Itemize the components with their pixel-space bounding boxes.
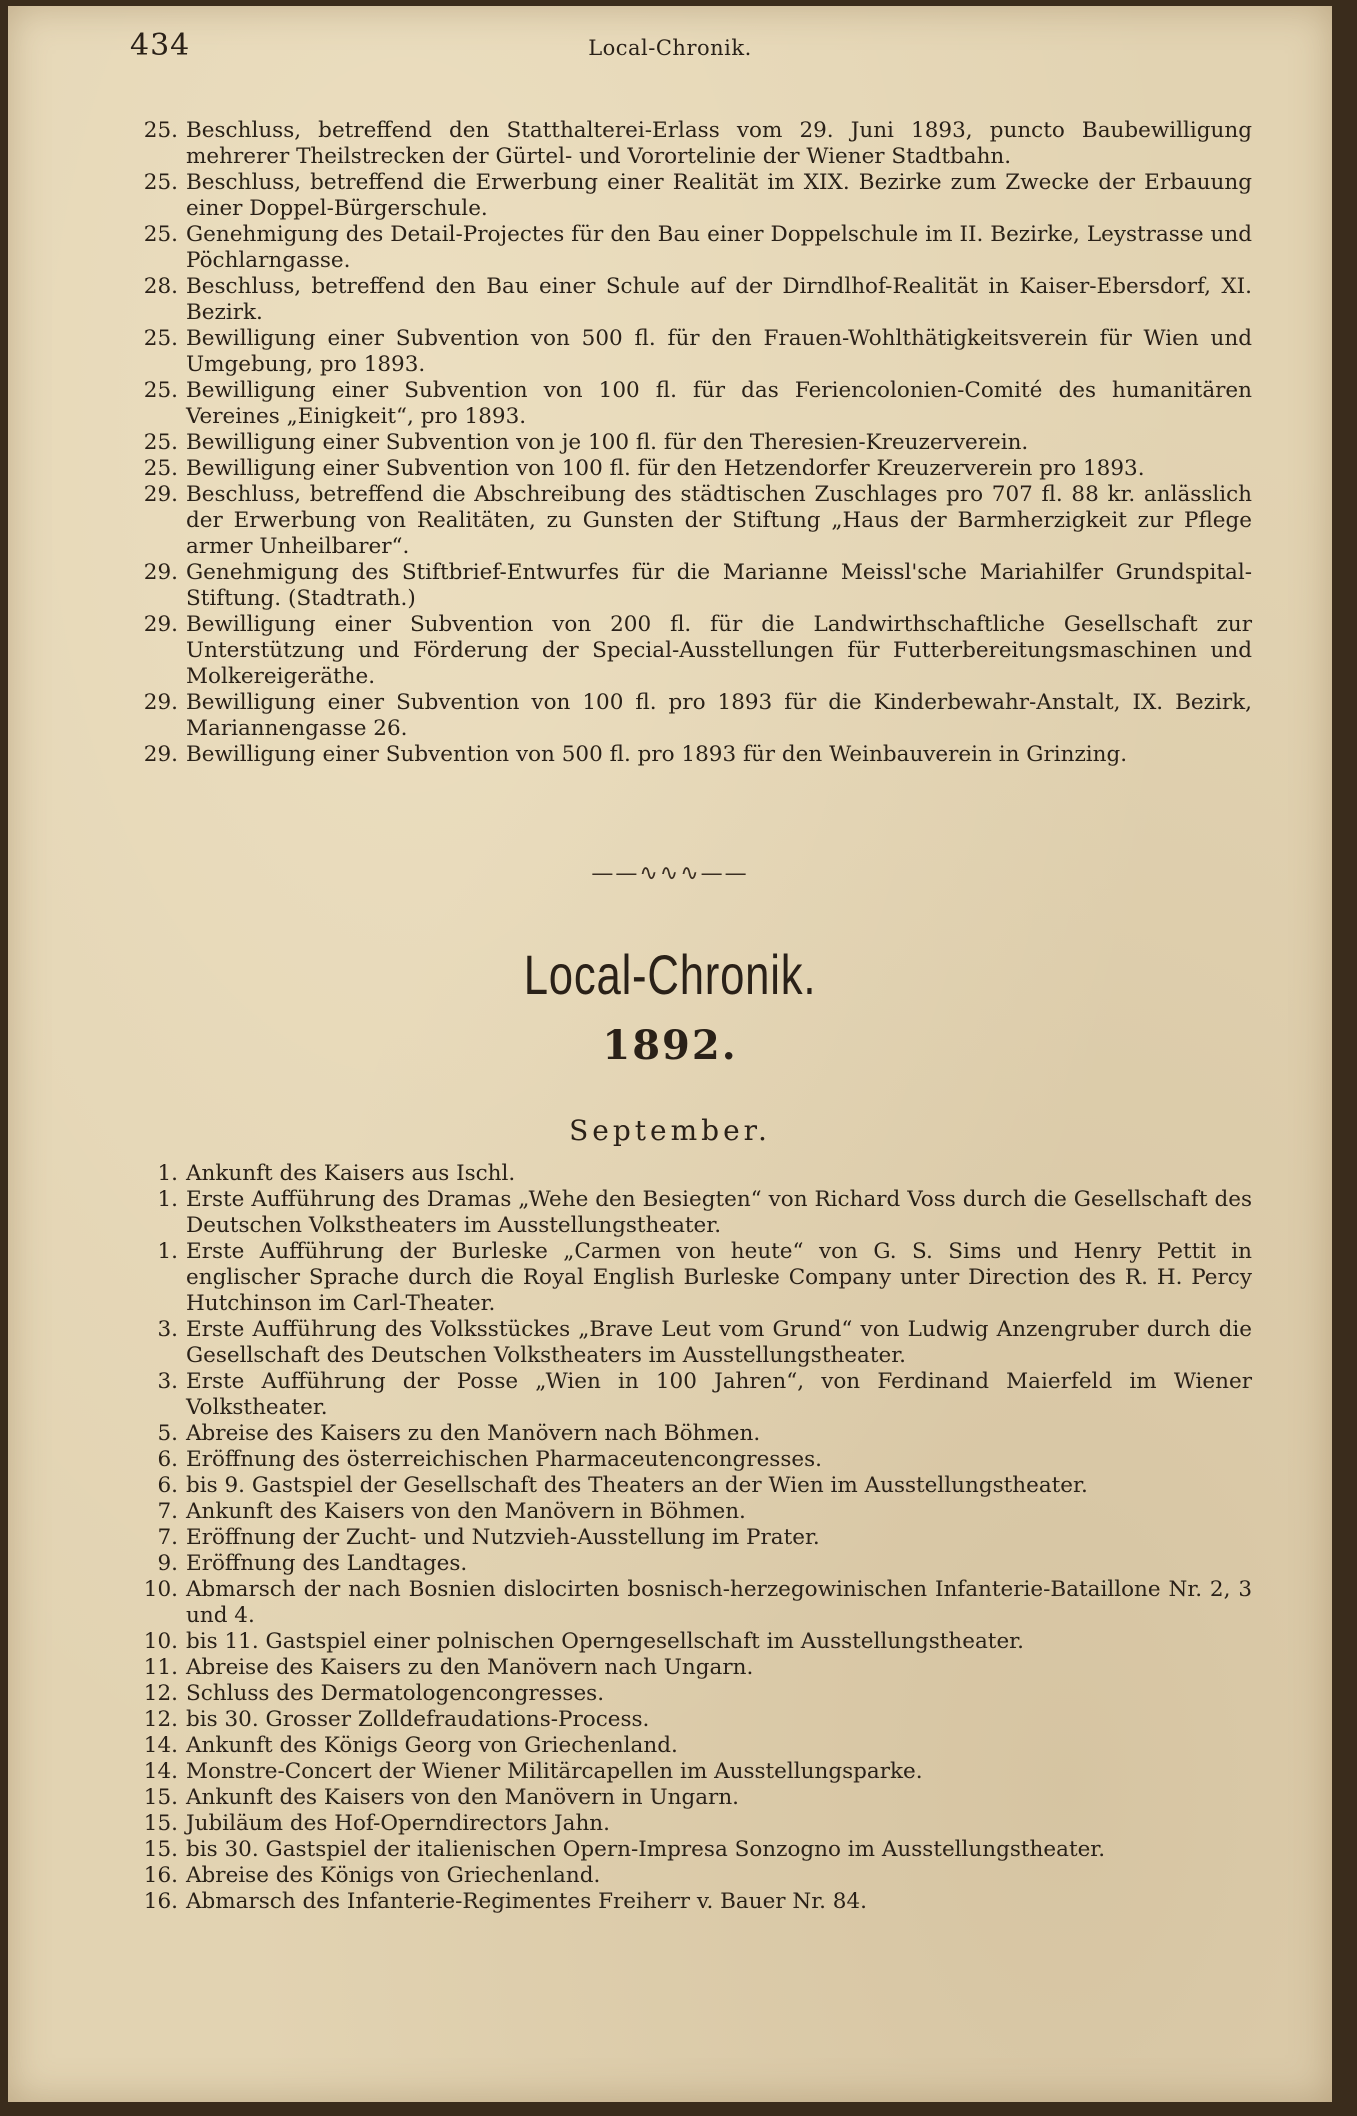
entry-day: 15. [143, 1837, 178, 1862]
entry-day: 25. [143, 326, 178, 351]
list-item [134, 742, 1252, 768]
list-item [134, 326, 1252, 378]
entry-day: 28. [143, 274, 178, 299]
ornamental-divider: ——∿∿∿—— [591, 861, 749, 886]
list-item [134, 274, 1252, 326]
entry-day: 10. [143, 1629, 178, 1654]
council-resolutions-list [134, 118, 1252, 768]
entry-day: 11. [143, 1655, 178, 1680]
entry-text: Erste Aufführung der Burleske „Carmen von heute“ von G. S. Sims und Henry Pettit in englischer Sprache durch die Royal English Burleske Company unter Direction des R. H. Percy Hutchinson im Carl-Theater. [186, 1239, 1252, 1316]
entry-day: 1. [157, 1239, 178, 1264]
list-item [134, 1889, 1252, 1915]
entry-text: Bewilligung einer Subvention von 100 fl. pro 1893 für die Kinderbewahr-Anstalt, IX. Bezirk, Mariannengasse 26. [186, 690, 1252, 741]
list-item [134, 1837, 1252, 1863]
entry-text: Jubiläum des Hof-Operndirectors Jahn. [186, 1811, 610, 1836]
list-item [134, 1759, 1252, 1785]
entry-text: Ankunft des Kaisers von den Manövern in Ungarn. [186, 1785, 739, 1810]
entry-day: 12. [143, 1681, 178, 1706]
entry-day: 10. [143, 1577, 178, 1602]
list-item [134, 1681, 1252, 1707]
list-item [134, 1239, 1252, 1317]
entry-day: 5. [157, 1421, 178, 1446]
entry-day: 12. [143, 1707, 178, 1732]
list-item [134, 430, 1252, 456]
entry-day: 29. [143, 482, 178, 507]
list-item [134, 1707, 1252, 1733]
list-item [134, 222, 1252, 274]
list-item [134, 1811, 1252, 1837]
book-page [8, 6, 1332, 2102]
entry-text: Eröffnung des österreichischen Pharmaceutencongresses. [186, 1447, 822, 1472]
entry-text: bis 30. Grosser Zolldefraudations-Process. [186, 1707, 650, 1732]
entry-text: Eröffnung des Landtages. [186, 1551, 468, 1576]
entry-day: 25. [143, 118, 178, 143]
entry-day: 16. [143, 1863, 178, 1888]
entry-text: Abmarsch des Infanterie-Regimentes Freiherr v. Bauer Nr. 84. [186, 1889, 867, 1914]
page-number: 434 [130, 28, 191, 63]
entry-day: 1. [157, 1187, 178, 1212]
entry-text: bis 30. Gastspiel der italienischen Opern-Impresa Sonzogno im Ausstellungstheater. [186, 1837, 1106, 1862]
list-item [134, 1577, 1252, 1629]
entry-day: 7. [157, 1499, 178, 1524]
entry-text: Abreise des Kaisers zu den Manövern nach Ungarn. [186, 1655, 754, 1680]
entry-text: Schluss des Dermatologencongresses. [186, 1681, 605, 1706]
entry-text: Bewilligung einer Subvention von 100 fl. für den Hetzendorfer Kreuzerverein pro 1893. [186, 456, 1145, 481]
entry-day: 25. [143, 378, 178, 403]
list-item [134, 456, 1252, 482]
entry-day: 7. [157, 1525, 178, 1550]
entry-day: 25. [143, 456, 178, 481]
entry-day: 25. [143, 222, 178, 247]
chronicle-list [134, 1161, 1252, 1915]
entry-text: Monstre-Concert der Wiener Militärcapellen im Ausstellungsparke. [186, 1759, 923, 1784]
entry-text: Abreise des Kaisers zu den Manövern nach Böhmen. [186, 1421, 761, 1446]
entry-day: 1. [157, 1161, 178, 1186]
entry-text: Beschluss, betreffend den Statthalterei-Erlass vom 29. Juni 1893, puncto Baubewilligung mehrerer Theilstrecken der Gürtel- und Vorortelinie der Wiener Stadtbahn. [186, 118, 1252, 169]
section-year: 1892. [602, 1022, 738, 1069]
entry-text: Ankunft des Kaisers aus Ischl. [186, 1161, 516, 1186]
entry-text: Bewilligung einer Subvention von 500 fl. für den Frauen-Wohlthätigkeitsverein für Wien und Umgebung, pro 1893. [186, 326, 1252, 377]
list-item [134, 1863, 1252, 1889]
entry-text: Bewilligung einer Subvention von 200 fl. für die Landwirthschaftliche Gesellschaft zur Unterstützung und Förderung der Special-Ausstellungen für Futterbereitungsmaschinen und Molkereigeräthe. [186, 612, 1252, 689]
list-item [134, 560, 1252, 612]
list-item [134, 1161, 1252, 1187]
entry-day: 3. [157, 1369, 178, 1394]
list-item [134, 1473, 1252, 1499]
list-item [134, 118, 1252, 170]
entry-text: Ankunft des Königs Georg von Griechenland. [186, 1733, 678, 1758]
entry-text: Abreise des Königs von Griechenland. [186, 1863, 601, 1888]
entry-text: Erste Aufführung des Volksstückes „Brave Leut vom Grund“ von Ludwig Anzengruber durch die Gesellschaft des Deutschen Volkstheaters im Ausstellungstheater. [186, 1317, 1252, 1368]
list-item [134, 1551, 1252, 1577]
entry-text: Ankunft des Kaisers von den Manövern in Böhmen. [186, 1499, 746, 1524]
entry-text: Erste Aufführung des Dramas „Wehe den Besiegten“ von Richard Voss durch die Gesellschaft des Deutschen Volkstheaters im Ausstellungstheater. [186, 1187, 1252, 1238]
entry-text: Beschluss, betreffend die Erwerbung einer Realität im XIX. Bezirke zum Zwecke der Erbauung einer Doppel-Bürgerschule. [186, 170, 1252, 221]
month-heading: September. [569, 1114, 771, 1147]
entry-day: 29. [143, 560, 178, 585]
list-item [134, 1499, 1252, 1525]
entry-text: Bewilligung einer Subvention von 500 fl. pro 1893 für den Weinbauverein in Grinzing. [186, 742, 1128, 767]
list-item [134, 1733, 1252, 1759]
entry-text: Bewilligung einer Subvention von je 100 fl. für den Theresien-Kreuzerverein. [186, 430, 1029, 455]
page-header [8, 28, 1332, 68]
entry-text: bis 9. Gastspiel der Gesellschaft des Theaters an der Wien im Ausstellungstheater. [186, 1473, 1088, 1498]
entry-text: Genehmigung des Stiftbrief-Entwurfes für die Marianne Meissl'sche Mariahilfer Grundspital-Stiftung. (Stadtrath.) [186, 560, 1252, 611]
entry-day: 25. [143, 170, 178, 195]
list-item [134, 378, 1252, 430]
list-item [134, 1369, 1252, 1421]
list-item [134, 1785, 1252, 1811]
list-item [134, 1317, 1252, 1369]
entry-day: 3. [157, 1317, 178, 1342]
entry-day: 15. [143, 1811, 178, 1836]
entry-day: 6. [157, 1473, 178, 1498]
entry-text: Beschluss, betreffend die Abschreibung des städtischen Zuschlages pro 707 fl. 88 kr. anlässlich der Erwerbung von Realitäten, zu Gunsten der Stiftung „Haus der Barmherzigkeit zur Pflege armer Unheilbarer“. [186, 482, 1252, 559]
entry-day: 15. [143, 1785, 178, 1810]
entry-text: Genehmigung des Detail-Projectes für den Bau einer Doppelschule im II. Bezirke, Leystrasse und Pöchlarngasse. [186, 222, 1252, 273]
entry-day: 25. [143, 430, 178, 455]
list-item [134, 1655, 1252, 1681]
entry-text: bis 11. Gastspiel einer polnischen Operngesellschaft im Ausstellungstheater. [186, 1629, 1024, 1654]
entry-day: 14. [143, 1733, 178, 1758]
entry-day: 29. [143, 612, 178, 637]
list-item [134, 170, 1252, 222]
entry-text: Erste Aufführung der Posse „Wien in 100 Jahren“, von Ferdinand Maierfeld im Wiener Volkstheater. [186, 1369, 1252, 1420]
entry-day: 9. [157, 1551, 178, 1576]
list-item [134, 1187, 1252, 1239]
list-item [134, 1447, 1252, 1473]
entry-day: 29. [143, 690, 178, 715]
entry-text: Eröffnung der Zucht- und Nutzvieh-Ausstellung im Prater. [186, 1525, 820, 1550]
list-item [134, 1525, 1252, 1551]
list-item [134, 482, 1252, 560]
entry-day: 29. [143, 742, 178, 767]
entry-day: 14. [143, 1759, 178, 1784]
entry-day: 16. [143, 1889, 178, 1914]
entry-text: Bewilligung einer Subvention von 100 fl. für das Feriencolonien-Comité des humanitären Vereines „Einigkeit“, pro 1893. [186, 378, 1252, 429]
section-title: Local-Chronik. [523, 943, 817, 1006]
list-item [134, 1629, 1252, 1655]
entry-text: Abmarsch der nach Bosnien dislocirten bosnisch-herzegowinischen Infanterie-Bataillone Nr. 2, 3 und 4. [186, 1577, 1252, 1628]
list-item [134, 1421, 1252, 1447]
running-title: Local-Chronik. [588, 36, 752, 60]
entry-day: 6. [157, 1447, 178, 1472]
list-item [134, 612, 1252, 690]
list-item [134, 690, 1252, 742]
entry-text: Beschluss, betreffend den Bau einer Schule auf der Dirndlhof-Realität in Kaiser-Ebersdorf, XI. Bezirk. [186, 274, 1252, 325]
